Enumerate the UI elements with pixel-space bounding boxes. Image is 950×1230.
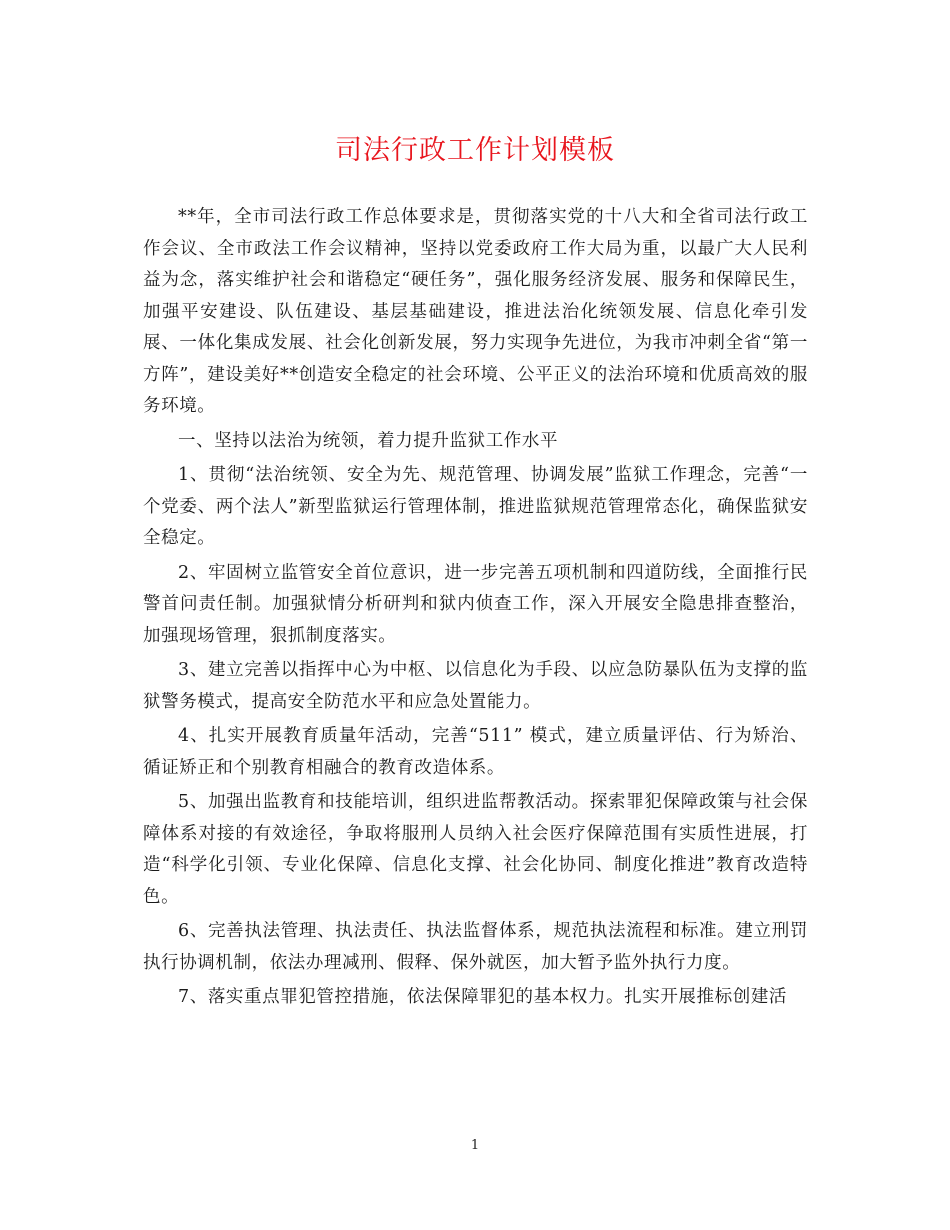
paragraph-item-7: 7、落实重点罪犯管控措施，依法保障罪犯的基本权力。扎实开展推标创建活 xyxy=(178,987,788,1007)
paragraph-item-2: 2、牢固树立监管安全首位意识，进一步完善五项机制和四道防线，全面推行民警首问责任制。加强狱情分析研判和狱内侦查工作，深入开展安全隐患排查整治，加强现场管理，狠抓制度落实。 xyxy=(143,562,808,646)
paragraph-intro: **年，全市司法行政工作总体要求是，贯彻落实党的十八大和全省司法行政工作会议、全市政法工作会议精神，坚持以党委政府工作大局为重，以最广大人民利益为念，落实维护社会和谐稳定“硬任务”，强化服务经济发展、服务和保障民生，加强平安建设、队伍建设、基层基础建设，推进法治化统领发展、信息化牵引发展、一体化集成发展、社会化创新发展，努力实现争先进位，为我市冲刺全省“第一方阵”，建设美好**创造安全稳定的社会环境、公平正义的法治环境和优质高效的服务环境。 xyxy=(143,207,808,416)
paragraph-item-4: 4、扎实开展教育质量年活动，完善“511” 模式，建立质量评估、行为矫治、循证矫正和个别教育相融合的教育改造体系。 xyxy=(143,726,808,778)
document-title: 司法行政工作计划模板 xyxy=(335,135,615,166)
paragraph-item-1: 1、贯彻“法治统领、安全为先、规范管理、协调发展”监狱工作理念，完善“一个党委、两个法人”新型监狱运行管理体制，推进监狱规范管理常态化，确保监狱安全稳定。 xyxy=(143,465,808,548)
paragraph-item-6: 6、完善执法管理、执法责任、执法监督体系，规范执法流程和标准。建立刑罚执行协调机制，依法办理减刑、假释、保外就医，加大暂予监外执行力度。 xyxy=(143,921,808,973)
section-heading-1: 一、坚持以法治为统领，着力提升监狱工作水平 xyxy=(178,430,559,451)
paragraph-item-3: 3、建立完善以指挥中心为中枢、以信息化为手段、以应急防暴队伍为支撑的监狱警务模式，提高安全防范水平和应急处置能力。 xyxy=(143,660,808,712)
paragraph-item-5: 5、加强出监教育和技能培训，组织进监帮教活动。探索罪犯保障政策与社会保障体系对接的有效途径，争取将服刑人员纳入社会医疗保障范围有实质性进展，打造“科学化引领、专业化保障、信息化支撑、社会化协同、制度化推进”教育改造特色。 xyxy=(143,792,808,907)
page-number: 1 xyxy=(470,1138,480,1153)
document-body xyxy=(143,202,808,1017)
